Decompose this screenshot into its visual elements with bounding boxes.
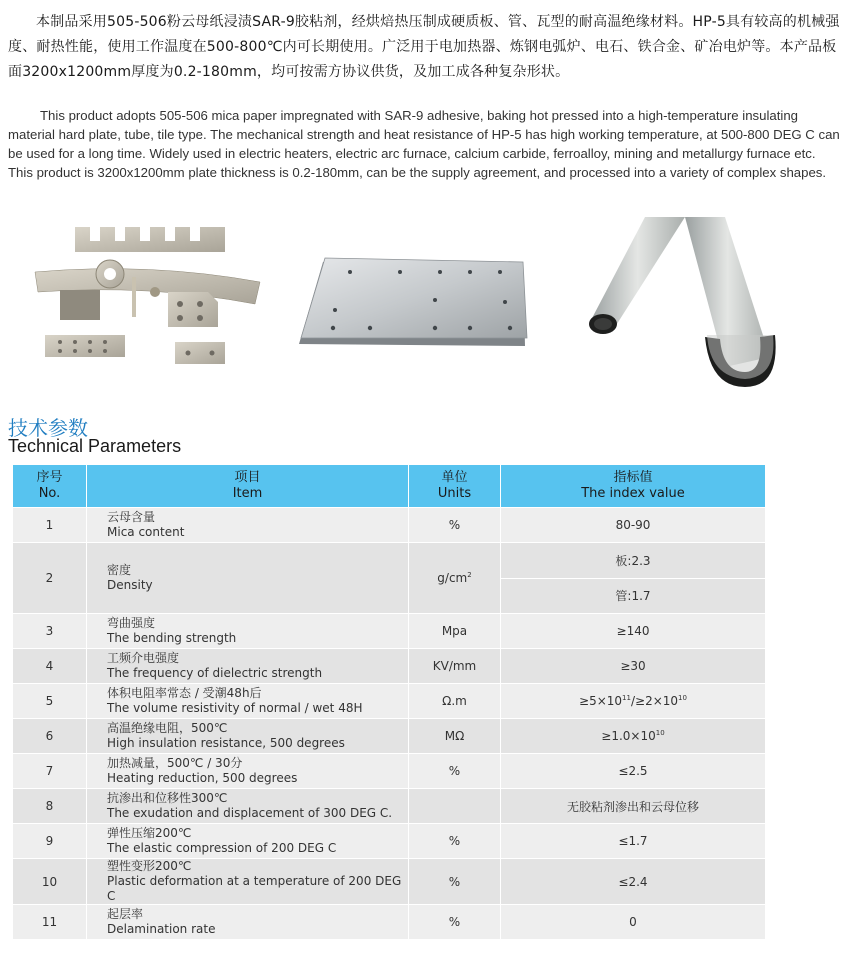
row-item-cn: 体积电阻率常态 / 受潮48h后	[107, 686, 262, 700]
row-unit: Ω.m	[409, 684, 501, 719]
header-no-en: No.	[38, 486, 61, 501]
row-unit	[409, 543, 501, 614]
row-no: 9	[13, 824, 87, 859]
table-header-row	[13, 465, 766, 508]
intro-chinese: 本制品采用505-506粉云母纸浸渍SAR-9胶粘剂，经烘焙热压制成硬质板、管、瓦型的耐高温绝缘材料。HP-5具有较高的机械强度、耐热性能，使用工作温度在500-800℃内可长期使用。广泛用于电加热器、炼钢电弧炉、电石、铁合金、矿冶电炉等。本产品板面3200x1200mm厚度为0.2-180mm，均可按需方协议供货，及加工成各种复杂形状。	[8, 14, 840, 80]
row-value: ≤1.7	[501, 824, 766, 859]
row-no: 11	[13, 905, 87, 940]
row-item	[87, 614, 409, 649]
table-row	[13, 789, 766, 824]
row-value: ≥140	[501, 614, 766, 649]
header-value-cn: 指标值	[613, 470, 653, 485]
row-unit: Mpa	[409, 614, 501, 649]
header-no-cn: 序号	[36, 470, 63, 485]
row-item	[87, 719, 409, 754]
row-item-en: The exudation and displacement of 300 DEG C.	[107, 806, 393, 820]
row-no: 10	[13, 859, 87, 905]
row-value: 0	[501, 905, 766, 940]
mica-sheets-photo	[295, 252, 530, 352]
row-item-en: Mica content	[107, 525, 185, 539]
row-value	[501, 684, 766, 719]
table-row	[13, 684, 766, 719]
row-item-en: The volume resistivity of normal / wet 48H	[107, 701, 363, 715]
mica-parts-photo	[30, 212, 270, 372]
row-item-en: The bending strength	[107, 631, 237, 645]
header-value-en: The index value	[581, 486, 685, 501]
row-item-cn: 高温绝缘电阻，500℃	[107, 721, 228, 735]
unit-sup: 2	[467, 571, 472, 579]
row-unit: MΩ	[409, 719, 501, 754]
header-unit-cn: 单位	[441, 470, 468, 485]
row-item-cn: 塑性变形200℃	[107, 859, 192, 873]
row-item	[87, 859, 409, 905]
row-item	[87, 543, 409, 614]
header-item	[87, 465, 409, 508]
value-part: /≥2×10	[630, 694, 679, 708]
row-item	[87, 754, 409, 789]
row-unit: %	[409, 859, 501, 905]
row-item-cn: 密度	[107, 563, 132, 577]
table-row	[13, 508, 766, 543]
header-item-cn: 项目	[234, 470, 261, 485]
row-item-en: Heating reduction, 500 degrees	[107, 771, 298, 785]
row-item-en: High insulation resistance, 500 degrees	[107, 736, 345, 750]
row-item	[87, 684, 409, 719]
row-no: 8	[13, 789, 87, 824]
row-item	[87, 649, 409, 684]
header-value	[501, 465, 766, 508]
value-part: ≥5×10	[579, 694, 623, 708]
row-unit: %	[409, 905, 501, 940]
row-unit: KV/mm	[409, 649, 501, 684]
row-item-en: Plastic deformation at a temperature of 200 DEG C	[107, 874, 402, 903]
row-item	[87, 824, 409, 859]
product-photos	[0, 212, 850, 392]
row-value: ≥30	[501, 649, 766, 684]
section-title-en: Technical Parameters	[8, 436, 182, 456]
row-item-cn: 加热减量，500℃ / 30分	[107, 756, 243, 770]
row-value: 无胶粘剂渗出和云母位移	[501, 789, 766, 824]
row-item	[87, 789, 409, 824]
header-unit-en: Units	[437, 486, 472, 501]
table-row	[13, 754, 766, 789]
row-unit	[409, 789, 501, 824]
row-item-en: The frequency of dielectric strength	[107, 666, 323, 680]
row-unit: %	[409, 754, 501, 789]
value-sup: 10	[655, 729, 665, 737]
row-unit: %	[409, 508, 501, 543]
row-no: 1	[13, 508, 87, 543]
row-item-en: Delamination rate	[107, 922, 216, 936]
row-value: 板:2.3	[501, 543, 766, 579]
row-item-en: Density	[107, 578, 153, 592]
unit-text: g/cm	[437, 571, 468, 585]
value-sup: 10	[678, 694, 687, 702]
row-no: 7	[13, 754, 87, 789]
row-no: 5	[13, 684, 87, 719]
table-row	[13, 649, 766, 684]
row-item-cn: 云母含量	[107, 510, 156, 524]
row-no: 2	[13, 543, 87, 614]
row-item-cn: 抗渗出和位移性300℃	[107, 791, 228, 805]
row-item-cn: 弯曲强度	[107, 616, 156, 630]
intro-english: This product adopts 505-506 mica paper impregnated with SAR-9 adhesive, baking hot pressed into a high-temperature insulating material hard plate, tube, tile type. The mechanical strength and heat resistance of HP-5 has high working temperature, at 500-800 DEG C can be used for a long time. Widely used in electric heaters, electric arc furnace, calcium carbide, ferroalloy, mining and metallurgy furnace etc. This product is 3200x1200mm plate thickness is 0.2-180mm, can be the supply agreement, and processed into a variety of complex shapes.	[8, 108, 840, 180]
table-row	[13, 719, 766, 754]
row-value: ≤2.4	[501, 859, 766, 905]
table-row	[13, 905, 766, 940]
table-row	[13, 824, 766, 859]
row-value: 80-90	[501, 508, 766, 543]
row-item-cn: 工频介电强度	[107, 651, 180, 665]
row-no: 3	[13, 614, 87, 649]
row-item-cn: 弹性压缩200℃	[107, 826, 192, 840]
technical-parameters-table	[12, 464, 766, 940]
row-item-cn: 起层率	[107, 907, 144, 921]
table-row	[13, 614, 766, 649]
value-sup: 11	[622, 694, 631, 702]
header-units	[409, 465, 501, 508]
row-value	[501, 719, 766, 754]
row-unit: %	[409, 824, 501, 859]
table-row	[13, 543, 766, 579]
mica-tubes-photo	[585, 217, 785, 392]
value-part: ≥1.0×10	[601, 729, 656, 743]
row-item	[87, 508, 409, 543]
row-item-en: The elastic compression of 200 DEG C	[107, 841, 337, 855]
row-value: ≤2.5	[501, 754, 766, 789]
section-title-cn: 技术参数	[8, 416, 88, 440]
row-item	[87, 905, 409, 940]
row-value-2: 管:1.7	[501, 578, 766, 614]
row-no: 4	[13, 649, 87, 684]
header-item-en: Item	[232, 486, 263, 501]
table-row	[13, 859, 766, 905]
header-no	[13, 465, 87, 508]
row-no: 6	[13, 719, 87, 754]
